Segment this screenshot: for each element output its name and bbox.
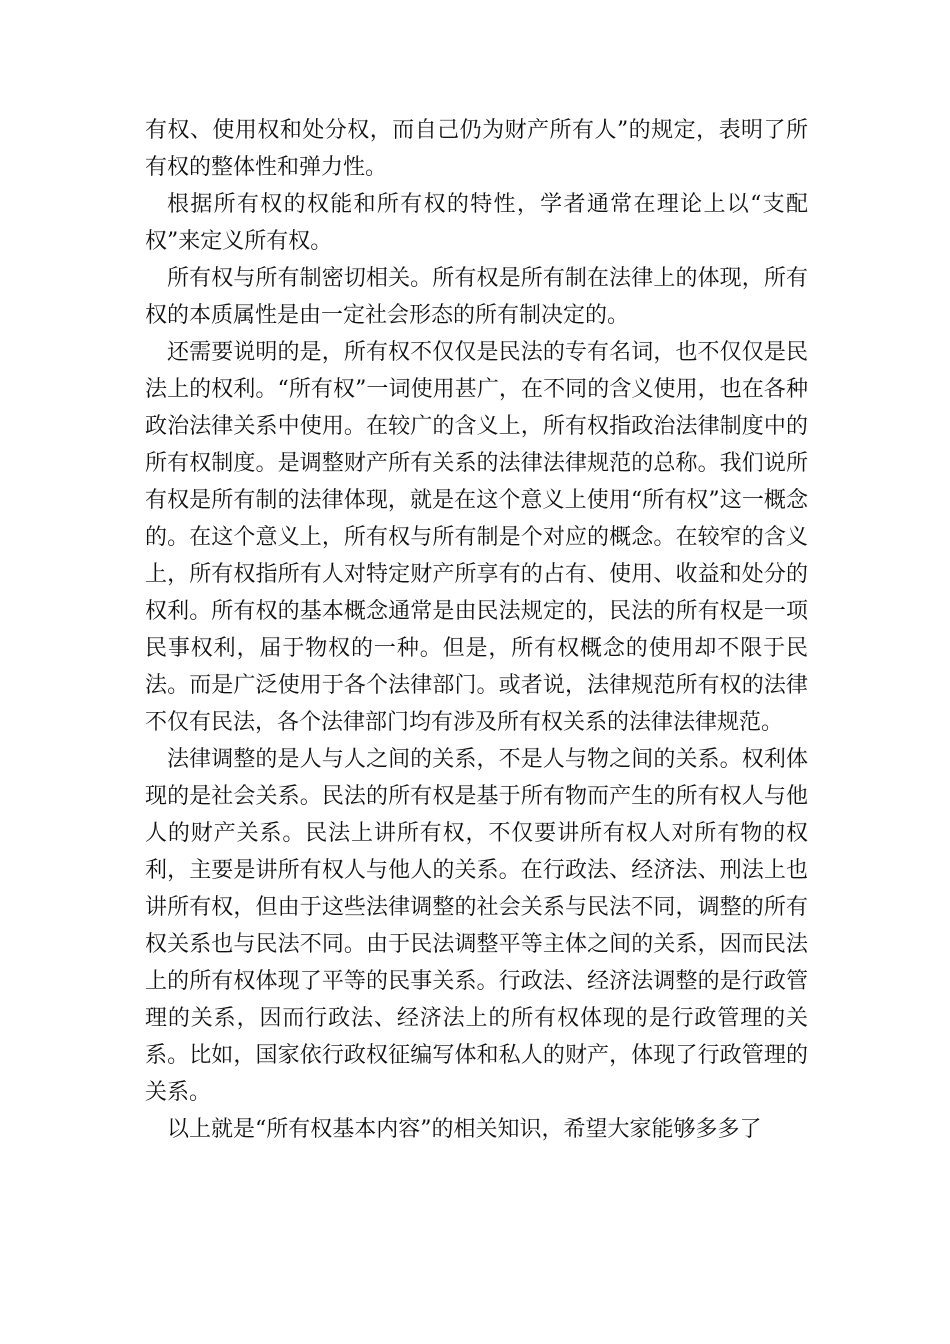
paragraph-control-right-definition: 根据所有权的权能和所有权的特性，学者通常在理论上以“支配权”来定义所有权。 bbox=[145, 192, 808, 254]
paragraph-ownership-system: 所有权与所有制密切相关。所有权是所有制在法律上的体现，所有权的本质属性是由一定社会形态的所有制决定的。 bbox=[145, 266, 808, 328]
paragraph-closing: 以上就是“所有权基本内容”的相关知识，希望大家能够多多了 bbox=[167, 1117, 762, 1142]
paragraph-legal-relations: 法律调整的是人与人之间的关系，不是人与物之间的关系。权利体现的是社会关系。民法的所有权是基于所有物而产生的所有权人与他人的财产关系。民法上讲所有权，不仅要讲所有权人对所有物的权利，主要是讲所有权人与他人的关系。在行政法、经济法、刑法上也讲所有权，但由于这些法律调整的社会关系与民法不同，调整的所有权关系也与民法不同。由于民法调整平等主体之间的关系，因而民法上的所有权体现了平等的民事关系。行政法、经济法调整的是行政管理的关系，因而行政法、经济法上的所有权体现的是行政管理的关系。比如，国家依行政权征编写体和私人的财产，体现了行政管理的关系。 bbox=[145, 747, 808, 1105]
document-body bbox=[145, 112, 808, 1148]
paragraph-continuation: 有权、使用权和处分权，而自己仍为财产所有人”的规定，表明了所有权的整体性和弹力性。 bbox=[145, 118, 808, 180]
paragraph-ownership-meanings: 还需要说明的是，所有权不仅仅是民法的专有名词，也不仅仅是民法上的权利。“所有权”一词使用甚广，在不同的含义使用，也在各种政治法律关系中使用。在较广的含义上，所有权指政治法律制度中的所有权制度。是调整财产所有关系的法律法律规范的总称。我们说所有权是所有制的法律体现，就是在这个意义上使用“所有权”这一概念的。在这个意义上，所有权与所有制是个对应的概念。在较窄的含义上，所有权指所有人对特定财产所享有的占有、使用、收益和处分的权利。所有权的基本概念通常是由民法规定的，民法的所有权是一项民事权利，届于物权的一种。但是，所有权概念的使用却不限于民法。而是广泛使用于各个法律部门。或者说，法律规范所有权的法律不仅有民法，各个法律部门均有涉及所有权关系的法律法律规范。 bbox=[145, 340, 808, 735]
